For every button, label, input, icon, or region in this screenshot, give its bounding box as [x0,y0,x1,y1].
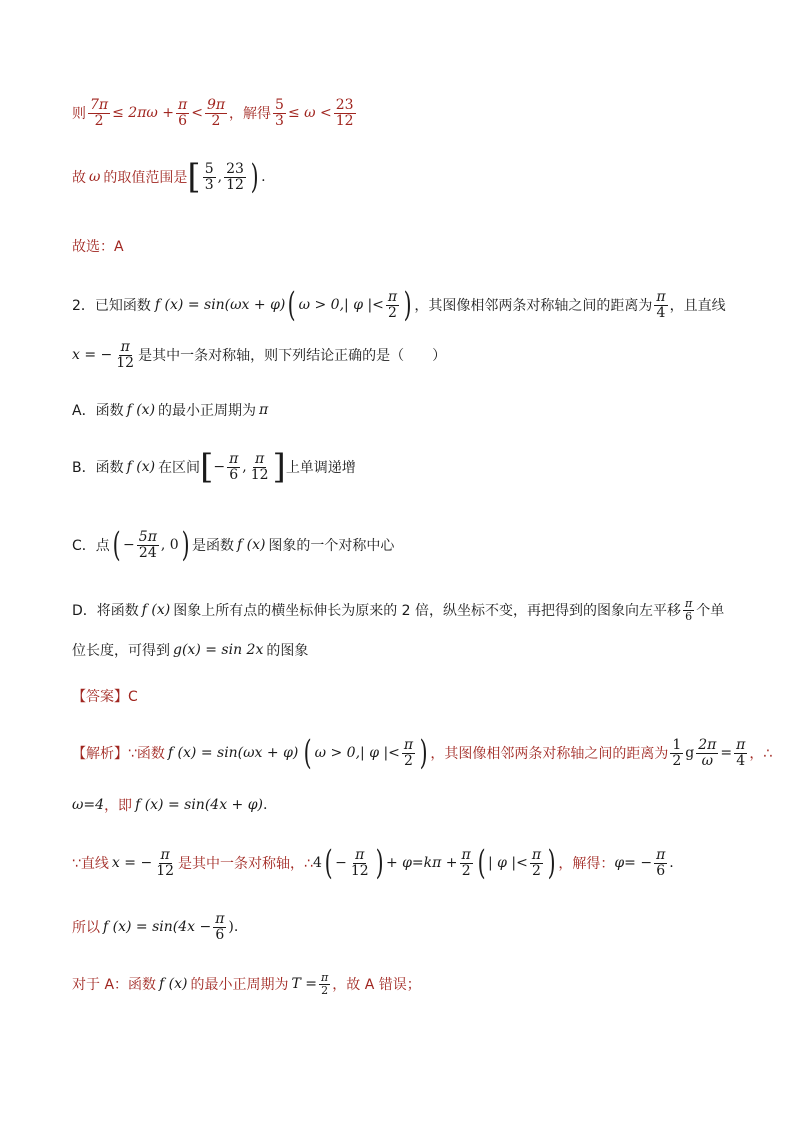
math: − [123,537,135,553]
fraction: $\frac{9\pi}{2}$ [206,97,226,129]
paren-right: ) [403,285,412,325]
math: ). [228,919,239,936]
analysis-so-line [72,912,238,942]
fraction: $\frac{\pi}{12}$ [156,846,175,879]
text: 的最小正周期为 [190,977,289,994]
paren-right: ) [250,157,259,197]
text: ，且直线 [669,298,726,314]
option-b [72,447,356,487]
text: 是其中一条对称轴，∴ [178,856,313,872]
text: ，故 A 错误； [332,977,421,994]
math: , [242,459,247,475]
paren-right: ) [375,843,384,883]
fraction: $\frac{7\pi}{2}$ [90,97,109,129]
math: < [191,105,203,122]
fraction: $\frac{\pi}{6}$ [215,911,225,943]
text: ∵函数 [128,746,165,762]
math: | φ |< [488,855,528,871]
math: f (x) [141,602,171,619]
option-a [72,400,268,420]
paren-right: ) [419,733,428,773]
fraction: $\frac{\pi}{2}$ [387,288,398,321]
option-label: C．点 [72,538,110,554]
text: ，即 [104,798,133,814]
analysis-line-2 [72,795,267,815]
option-d-line-2 [72,640,308,660]
analysis-option-a-line [72,972,421,996]
text: ，其图像相邻两条对称轴之间的距离为 [430,746,669,762]
fraction: $\frac{\pi}{2}$ [403,736,414,769]
fraction: $\frac{\pi}{4}$ [736,736,746,769]
text: ，解得： [558,856,615,872]
text: 的图象 [266,643,309,659]
text: 图象的一个对称中心 [268,538,395,554]
math: g [685,745,695,761]
text: 则 [72,106,86,123]
math: , [217,169,223,185]
option-label: A．函数 [72,403,124,419]
math: ω=4 [72,797,105,813]
fraction: $\frac{\pi}{6}$ [229,450,239,483]
text: 个单 [696,603,725,620]
text: 故 [72,170,86,186]
math: π [259,402,269,418]
question-2-line-2 [72,340,446,370]
math: ω > 0,| φ |< [314,745,400,761]
answer-line [72,686,138,706]
math: 4 [312,855,322,871]
bracket-left: [ [200,447,214,487]
math: = [720,745,733,761]
paren-left: ( [288,285,296,325]
option-label: D．将函数 [72,603,139,620]
text: . [669,855,674,871]
fraction: $\frac{\pi}{4}$ [656,288,666,321]
math: φ= − [614,855,653,871]
analysis-symmetry-line [72,843,674,883]
fraction: $\frac{\pi}{6}$ [656,846,666,879]
math: x = − [72,347,113,364]
math: T = [291,976,318,993]
math: f (x) = sin(ωx + φ) [167,745,299,761]
option-label: B．函数 [72,460,124,476]
fraction: $\frac{\pi}{6}$ [685,597,693,623]
paren-left: ( [477,843,486,883]
analysis-line-1 [72,733,773,773]
answer-label: 【答案】C [72,689,138,705]
fraction: $\frac{5}{3}$ [204,160,214,193]
text: 故选：A [72,239,124,255]
text: . [262,797,268,813]
math: ω > 0,| φ |< [298,297,384,313]
math: + φ=kπ + [385,855,458,871]
math: f (x) = sin(ωx + φ) [154,297,286,313]
math: , 0 [160,537,179,553]
text: 的取值范围是 [103,170,188,186]
fraction: $\frac{2\pi}{\omega}$ [698,736,717,769]
math: − [213,459,226,475]
fraction: $\frac{23}{12}$ [335,97,354,129]
text: 所以 [72,920,100,937]
fraction: $\frac{\pi}{12}$ [116,339,135,371]
text: . [261,169,266,185]
text: 图象上所有点的横坐标伸长为原来的 2 倍，纵坐标不变，再把得到的图象向左平移 [173,603,682,620]
math: f (x) = sin(4x − [103,919,212,936]
math: ≤ 2πω + [112,105,174,122]
text: 的最小正周期为 [158,403,257,419]
question-2-line-1 [72,285,726,325]
paren-right: ) [181,525,190,565]
text: 是其中一条对称轴，则下列结论正确的是（ ） [138,348,447,365]
solution-choice [72,236,124,256]
fraction: $\frac{\pi}{6}$ [178,97,188,129]
fraction: $\frac{\pi}{12}$ [250,450,269,483]
bracket-left: [ [187,157,201,197]
fraction: $\frac{\pi}{2}$ [531,846,542,879]
fraction: $\frac{5\pi}{24}$ [138,528,157,561]
text: ，其图像相邻两条对称轴之间的距离为 [414,298,653,314]
fraction: $\frac{\pi}{12}$ [350,846,369,879]
fraction: $\frac{\pi}{2}$ [461,846,471,879]
question-number: 2．已知函数 [72,298,151,314]
option-c [72,525,395,565]
math: g(x) = sin 2x [173,642,264,658]
text: 对于 A：函数 [72,977,157,994]
text: ∵直线 [72,856,109,872]
math: f (x) [159,976,188,993]
solution-line-inequality [72,98,358,128]
math: f (x) [236,537,266,553]
text: ，解得 [229,106,272,123]
text: 上单调递增 [285,460,356,476]
text: ，∴ [749,746,773,762]
text: 位长度，可得到 [72,643,170,659]
math: ω [89,169,101,185]
math: ≤ ω < [287,105,332,122]
paren-left: ( [324,843,333,883]
text: 在区间 [158,460,201,476]
fraction: $\frac{\pi}{2}$ [321,971,329,997]
fraction: $\frac{1}{2}$ [672,736,682,769]
math: f (x) = sin(4x + φ) [135,797,263,813]
paren-left: ( [304,733,312,773]
paren-left: ( [112,525,121,565]
bracket-right: ] [272,447,286,487]
math: f (x) [126,459,156,475]
fraction: $\frac{23}{12}$ [226,160,244,193]
option-d-line-1 [72,598,724,622]
math: − [335,855,347,871]
analysis-label: 【解析】 [72,746,128,762]
text: 是函数 [191,538,234,554]
paren-right: ) [547,843,556,883]
math: f (x) [126,402,156,418]
math: x = − [111,855,153,871]
solution-line-range [72,157,266,197]
fraction: $\frac{5}{3}$ [275,97,284,129]
